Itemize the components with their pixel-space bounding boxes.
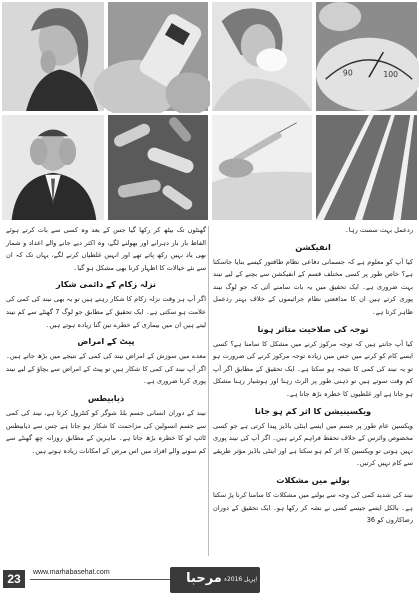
article-column-right [213, 224, 413, 561]
running-track-photo [314, 113, 419, 222]
glucose-meter-photo [106, 0, 210, 113]
photo-collage [0, 0, 419, 222]
injection-photo [210, 113, 314, 222]
page-footer [0, 566, 419, 604]
woman-thinking-photo [0, 0, 106, 113]
svg-text:100: 100 [383, 70, 399, 80]
section-heading: توجہ کی صلاحیت متاثر ہونا [257, 323, 369, 334]
paragraph: ردعمل بہت سست رہا۔ [344, 226, 413, 234]
paragraph: معدے میں سوزش کے امراض نیند کی کمی کے نتیجے میں بڑھ جاتے ہیں۔ اگر آپ نیند کی کمی کا شکار ہیں تو پیٹ کے امراض سے بچاؤ کے لیے نیند پوری کرنا ضروری ہے۔ [6, 352, 206, 386]
page-number: 23 [3, 570, 25, 588]
paragraph: نیند کی شدید کمی کی وجہ سے بولنے میں مشکلات کا سامنا کرنا پڑ سکتا ہے۔ بالکل ایسے جیسے کسی نے نشہ کر رکھا ہو۔ ایک تحقیق کے دوران رضاکاروں کو 36 [213, 490, 413, 525]
issue-date: اپریل 2016ء [224, 576, 257, 583]
section-heading: ذیابیطس [87, 392, 125, 403]
magazine-name: مرحبا صحت [186, 571, 222, 604]
section-heading: نزلہ زکام کے دائمی شکار [55, 279, 156, 290]
section-heading: انفیکشن [295, 241, 331, 252]
bacteria-photo [106, 113, 210, 222]
woman-sneezing-photo [210, 0, 314, 113]
magazine-logo [170, 567, 260, 604]
paragraph: ویکسین عام طور پر جسم میں ایسے اینٹی باڈیز پیدا کرتی ہے جو کسی مخصوص وائرس کے خلاف تحفظ فراہم کرتے ہیں۔ اگر آپ کی نیند پوری نہیں ہوتی تو ویکسین کا اثر کم ہو سکتا ہے اور اینٹی باڈیز مؤثر طریقے سے کام نہیں کرتیں۔ [213, 421, 413, 468]
paragraph: کیا آپ کو معلوم ہے کہ جسمانی دفاعی نظام طاقتور کیسے بنایا جاسکتا ہے؟ خاص طور پر کسی مختلف قسم کے انفیکشن سے بچنے کے لیے نیند بہت ضروری ہے۔ ایک تحقیق میں یہ بات سامنے آئی کہ جو لوگ نیند پوری کرتے ہیں ان کا مدافعتی نظام جراثیموں کے خلاف بہتر ردعمل ظاہر کرتا ہے۔ [213, 257, 413, 316]
section-heading: بولنے میں مشکلات [276, 474, 350, 485]
svg-text:90: 90 [342, 68, 353, 78]
paragraph: نیند کے دوران انسانی جسم بلڈ شوگر کو کنٹرول کرتا ہے، نیند کی کمی سے جسم انسولین کی مزاحمت کا شکار ہو جاتا ہے جس سے ذیابیطس ٹائپ ٹو کا خطرہ بڑھ جاتا ہے۔ ماہرین کے مطابق روزانہ چھ گھنٹے سے کم سونے والے افراد میں اس مرض کے امکانات زیادہ ہوتے ہیں۔ [6, 408, 206, 455]
website-url: www.marhabasehat.com [33, 569, 110, 576]
paragraph: گھنٹوں تک بیٹھ کر رکھا گیا جس کے بعد وہ کسی سے بات کرتے ہوئے الفاظ بار بار دہرانے اور بھولنے لگے، وہ اکثر دیے جانے والے اعداد و شمار بھی یاد نہیں رکھ پاتے تھے اور انہیں غلطیاں کرنے لگے، یہاں تک کہ ان سے نئے خیالات کا اظہار کرنا بھی مشکل ہو گیا۔ [6, 226, 206, 272]
paragraph: اگر آپ ہر وقت نزلہ زکام کا شکار رہتے ہیں تو یہ بھی نیند کی کمی کی علامت ہو سکتی ہے۔ ایک تحقیق کے مطابق جو لوگ 7 گھنٹے سے کم نیند لیتے ہیں ان میں بیماری کے خطرے تین گنا زیادہ ہوتے ہیں۔ [6, 295, 206, 329]
section-heading: پیٹ کے امراض [77, 336, 135, 347]
paragraph: کیا آپ جانتے ہیں کہ توجہ مرکوز کرنے میں مشکل کا سامنا ہے؟ کسی ایسے کام کو کرنے میں جس میں زیادہ توجہ مرکوز کرنے کی ضرورت ہو تو یہ نیند کی کمی کا نتیجہ ہو سکتا ہے۔ ایک تحقیق کے مطابق اگر آپ کم وقت سوتے ہیں تو ذہنی طور پر الرٹ رہنا اور ہوشیار رہنا مشکل ہو جاتا ہے اور غلطیوں کا خطرہ بڑھ جاتا ہے۔ [213, 339, 413, 398]
article-column-left [6, 224, 206, 561]
section-heading: ویکسینیشن کا اثر کم ہو جانا [254, 405, 372, 416]
stressed-man-photo [0, 113, 106, 222]
column-divider [208, 226, 209, 556]
weighing-scale-photo [314, 0, 419, 113]
